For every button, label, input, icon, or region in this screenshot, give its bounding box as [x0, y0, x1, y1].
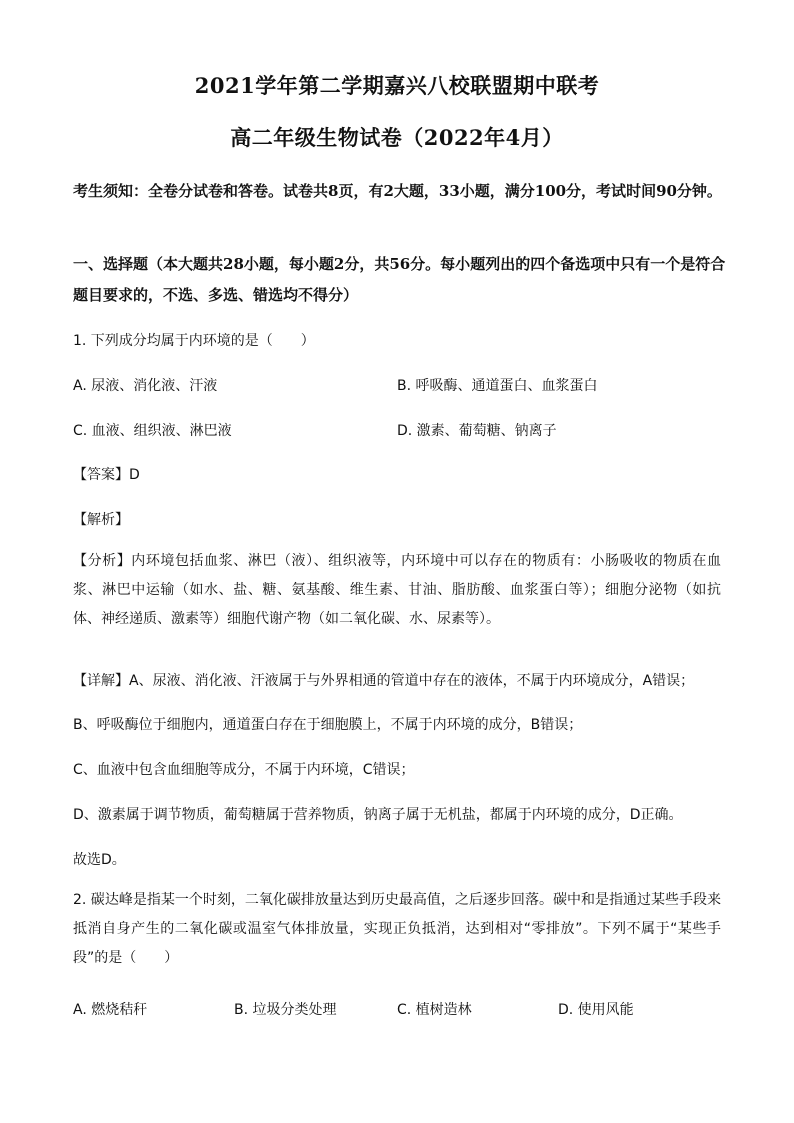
question-1-stem: 1. 下列成分均属于内环境的是（ ）	[73, 333, 315, 349]
q1-xiangjie-c: C、血液中包含血细胞等成分，不属于内环境，C错误；	[73, 762, 415, 778]
q1-xiangjie-a	[73, 670, 694, 690]
q1-option-d: D. 激素、葡萄糖、钠离子	[397, 423, 557, 439]
q2-option-c: C. 植树造林	[397, 1002, 472, 1018]
exam-notice: 考生须知：全卷分试卷和答卷。试卷共8页，有2大题，33小题，满分100分，考试时间90分钟。	[73, 182, 722, 200]
q1-option-b: B. 呼吸酶、通道蛋白、血浆蛋白	[397, 378, 598, 394]
fenxi-text: 内环境包括血浆、淋巴（液）、组织液等，内环境中可以存在的物质有：小肠吸收的物质在血浆、淋巴中运输（如水、盐、糖、氨基酸、维生素、甘油、脂肪酸、血浆蛋白等）；细胞分泌物（如抗体、神经递质、激素等）细胞代谢产物（如二氧化碳、水、尿素等）。	[73, 553, 722, 627]
q2-option-d: D. 使用风能	[558, 1002, 634, 1018]
question-2-stem: 2. 碳达峰是指某一个时刻，二氧化碳排放量达到历史最高值，之后逐步回落。碳中和是指通过某些手段来抵消自身产生的二氧化碳或温室气体排放量，实现正负抵消，达到相对“零排放”。下列不属于“某些手段”的是（ ）	[73, 892, 721, 966]
q1-fenxi-paragraph	[73, 547, 721, 634]
exam-title: 2021学年第二学期嘉兴八校联盟期中联考	[194, 73, 600, 98]
fenxi-tag: 【分析】	[73, 553, 132, 569]
q1-xiangjie-d: D、激素属于调节物质，葡萄糖属于营养物质，钠离子属于无机盐，都属于内环境的成分，D正确。	[73, 807, 683, 823]
q1-answer-line	[73, 464, 140, 484]
q1-analysis-tag: 【解析】	[73, 512, 129, 528]
answer-tag: 【答案】	[73, 467, 129, 483]
section-heading: 一、选择题（本大题共28小题，每小题2分，共56分。每小题列出的四个备选项中只有一个是符合题目要求的，不选、多选、错选均不得分）	[73, 255, 726, 304]
q1-option-c: C. 血液、组织液、淋巴液	[73, 423, 232, 439]
q2-option-b: B. 垃圾分类处理	[234, 1002, 337, 1018]
q1-conclusion: 故选D。	[73, 852, 126, 868]
q1-option-a: A. 尿液、消化液、汗液	[73, 378, 218, 394]
xiangjie-tag: 【详解】	[73, 673, 129, 689]
q2-option-a: A. 燃烧秸秆	[73, 1002, 148, 1018]
answer-value: D	[129, 467, 140, 483]
exam-subtitle: 高二年级生物试卷（2022年4月）	[230, 125, 564, 150]
q1-xiangjie-b: B、呼吸酶位于细胞内，通道蛋白存在于细胞膜上，不属于内环境的成分，B错误；	[73, 717, 583, 733]
xiangjie-a-text: A、尿液、消化液、汗液属于与外界相通的管道中存在的液体，不属于内环境成分，A错误；	[129, 673, 695, 689]
